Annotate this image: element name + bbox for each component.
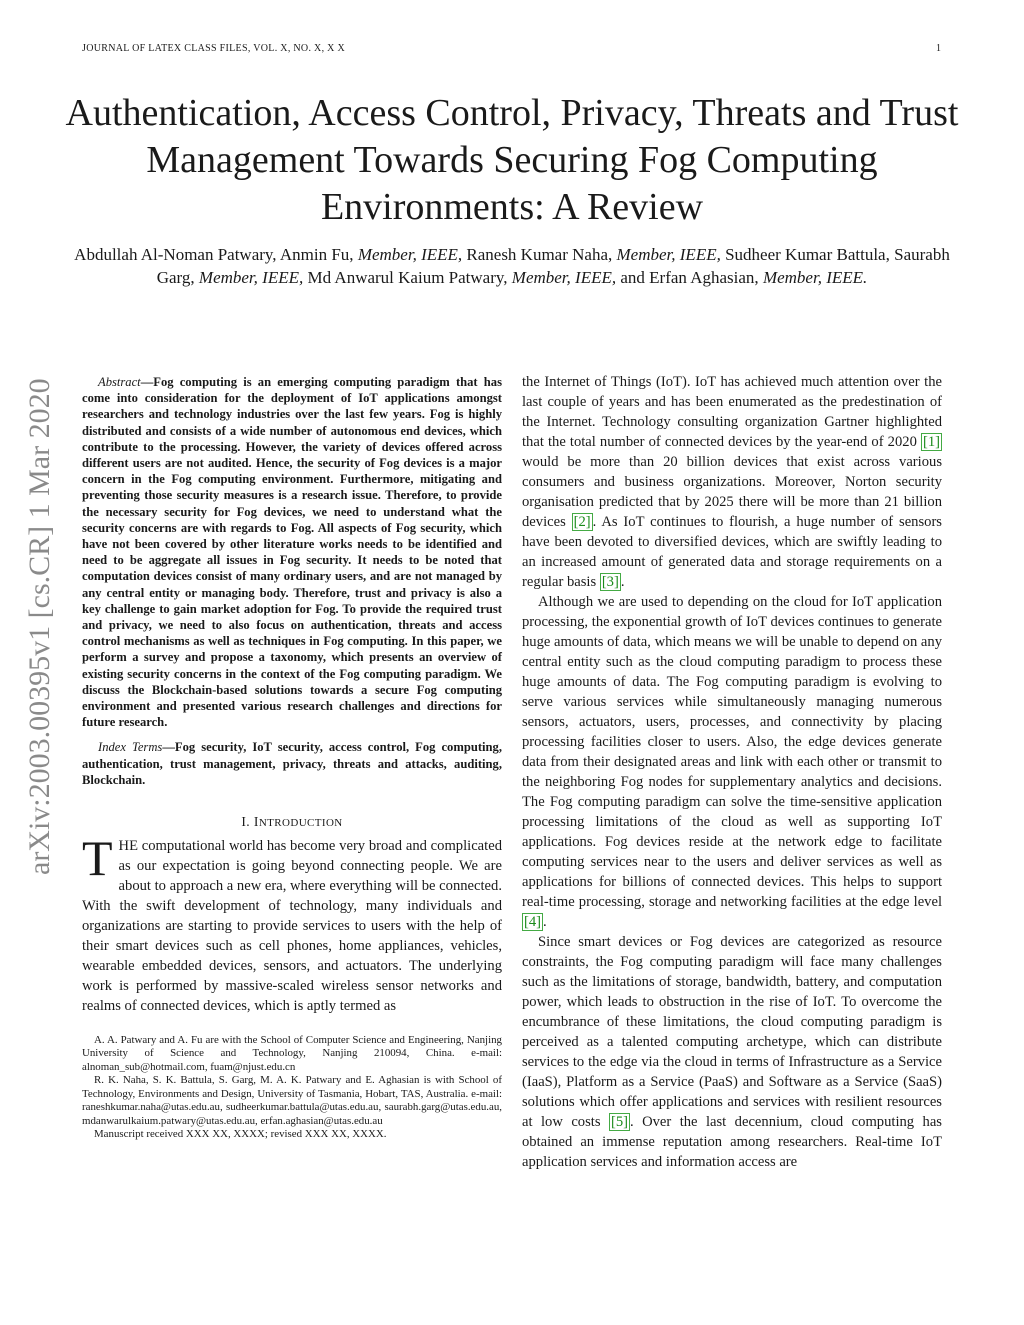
author-name: Md Anwarul Kaium Patwary, [307,268,508,287]
body-paragraph [522,372,942,592]
footnote: A. A. Patwary and A. Fu are with the School of Computer Science and Engineering, Nanjing University of Science and Technology, Nanjing 210094, China. e-mail: alnoman_sub@hotmail.com, fuam@njust.edu.cn [82,1034,502,1073]
section-heading [82,814,502,830]
right-column [522,372,942,1172]
running-head: JOURNAL OF LATEX CLASS FILES, VOL. X, NO. X, X X [82,43,346,54]
footnote: R. K. Naha, S. K. Battula, S. Garg, M. A. K. Patwary and E. Aghasian is with School of Technology, Environments and Design, University of Tasmania, Hobart, TAS, Australia. e-mail: raneshkumar.naha@utas.edu.au, sudheerkumar.battula@utas.edu.au, saurabh.garg@utas.edu.au, mdanwarulkaium.patwary@utas.edu.au, erfan.aghasian@utas.edu.au [82,1074,502,1127]
citation-link[interactable]: [1] [922,434,940,450]
text-run: . As IoT continues to flourish, a huge number of sensors have been devoted to diversified devices, which are swiftly leading to an increased amount of generated data and storage requirements on a regular basis [522,514,942,590]
body-paragraph [522,932,942,1172]
author-name: Anmin Fu, [279,245,354,264]
section-number: I. [241,814,251,830]
text-run: Although we are used to depending on the cloud for IoT application processing, the exponential growth of IoT devices continues to generate huge amounts of data, which means we will be unable to depend on any central entity such as the cloud computing paradigm to process these huge amounts of data. The Fog computing paradigm is evolving to serve various services while simultaneously managing numerous sensors, actuators, users, processes, and connectivity by placing processing facilities closer to users. Also, the edge devices generate data from their designated areas and link with each other or transmit to the neighboring Fog nodes for supplementary analytics and decisions. The Fog computing paradigm can solve the time-sensitive application processing limitations of the cloud as well as supporting IoT applications. Fog devices reside at the network edge to facilitate computing services near to the users and deliver services as well as applications for billions of connected devices. This helps to support real-time processing, storage and networking facilities at the edge level [522,594,942,910]
drop-cap: T [82,830,113,887]
text-run: would be more than 20 billion devices that exist across various consumers and business organizations. Moreover, Norton security organisation predicted that by 2025 there will be more than 21 billion devices [522,454,942,530]
footnote: Manuscript received XXX XX, XXXX; revised XXX XX, XXXX. [94,1127,387,1140]
index-terms-label: Index Terms [98,740,163,755]
citation-link[interactable]: [4] [524,914,542,930]
author-list [70,243,954,289]
abstract-label: Abstract [98,375,141,389]
text-run: . Over the last decennium, cloud computing has obtained an immense reputation among researchers. Real-time IoT application services and information access are [522,1114,942,1170]
section-title-rest: NTRODUCTION [258,817,343,830]
citation-link[interactable]: [2] [573,514,591,530]
citation-link[interactable]: [3] [601,574,619,590]
section-title-initial: I [253,814,259,830]
author-role: Member, IEEE. [762,268,868,287]
author-name: Saurabh Garg, [156,245,950,287]
author-role: Member, IEEE, [616,245,721,264]
text-run: . [543,914,547,930]
author-name: and Erfan Aghasian, [620,268,759,287]
intro-text: HE computational world has become very broad and complicated as our expectation is going beyond connecting people. We are about to approach a new era, where everything will be connected. With the swift development of technology, many individuals and organizations are starting to provide services to users with the help of their smart devices such as cell phones, home appliances, vehicles, wearable embedded devices, sensors, and actuators. The underlying work is performed by massive-scaled wireless sensor networks and realms of connected devices, which is aptly termed as [82,838,502,1015]
text-run: . [620,574,625,590]
index-terms [82,739,502,788]
page-number: 1 [936,43,941,54]
citation-link[interactable]: [5] [610,1114,628,1130]
abstract-text: —Fog computing is an emerging computing paradigm that has come into consideration for the deployment of IoT applications amongst researchers and technology industries over the last few years. Fog is highly distributed and consists of a wide number of autonomous end devices, which contribute to the processing. However, the variety of devices offered across different users are not audited. Hence, the security of Fog devices is a major concern in the Fog computing environment. Furthermore, mitigating and preventing those security measures is a research issue. Therefore, to provide the necessary security for Fog devices, we need to understand what the security concerns are with regards to Fog. All aspects of Fog security, which have not been covered by other literature works needs to be identified and need to be aggregate all issues in Fog security. It needs to be noted that computation devices consist of many ordinary users, and are not managed by any central entity or managing body. Therefore, trust and privacy is also a key challenge to gain market adoption for Fog. To provide the required trust and privacy, we need to also focus on authentication, threats and access control mechanisms as well as techniques in Fog computing. In this paper, we perform a survey and propose a taxonomy, which presents an overview of existing security concerns in the context of the Fog computing paradigm. We discuss the Blockchain-based solutions towards a secure Fog computing environment and presented various research challenges and directions for future research. [82,375,502,730]
author-name: Sudheer Kumar Battula, [725,245,890,264]
left-column [82,374,502,1141]
intro-paragraph [82,830,502,1016]
text-run: Since smart devices or Fog devices are categorized as resource constraints, the Fog computing paradigm will face many challenges such as the limitations of storage, bandwidth, battery, and computation power, which leads to obstruction in the rise of IoT. To overcome the encumbrance of these limitations, the cloud computing paradigm is perceived as a talented computing archetype, which can distribute services to the edge via the cloud in terms of Infrastructure as a Service (IaaS), Platform as a Service (PaaS) and Software as a Service (SaaS) solutions which offer applications and services with resilient resources at low costs [522,934,942,1130]
author-role: Member, IEEE, [198,268,304,287]
arxiv-stamp: arXiv:2003.00395v1 [cs.CR] 1 Mar 2020 [23,378,56,875]
footnotes [82,1034,502,1141]
text-run: the Internet of Things (IoT). IoT has achieved much attention over the last couple of years and has been enumerated as the predestination of the Internet. Technology consulting organization Gartner highlighted that the total number of connected devices by the year-end of 2020 [522,374,942,450]
abstract [82,374,502,730]
index-terms-text: —Fog security, IoT security, access control, Fog computing, authentication, trust management, privacy, threats and attacks, auditing, Blockchain. [82,740,502,787]
author-role: Member, IEEE, [511,268,617,287]
author-role: Member, IEEE, [357,245,463,264]
author-name: Ranesh Kumar Naha, [466,245,613,264]
author-name: Abdullah Al-Noman Patwary, [74,245,277,264]
paper-title: Authentication, Access Control, Privacy, Threats and Trust Management Towards Securing Fog Computing Environments: A Review [65,92,959,228]
body-paragraph [522,592,942,932]
